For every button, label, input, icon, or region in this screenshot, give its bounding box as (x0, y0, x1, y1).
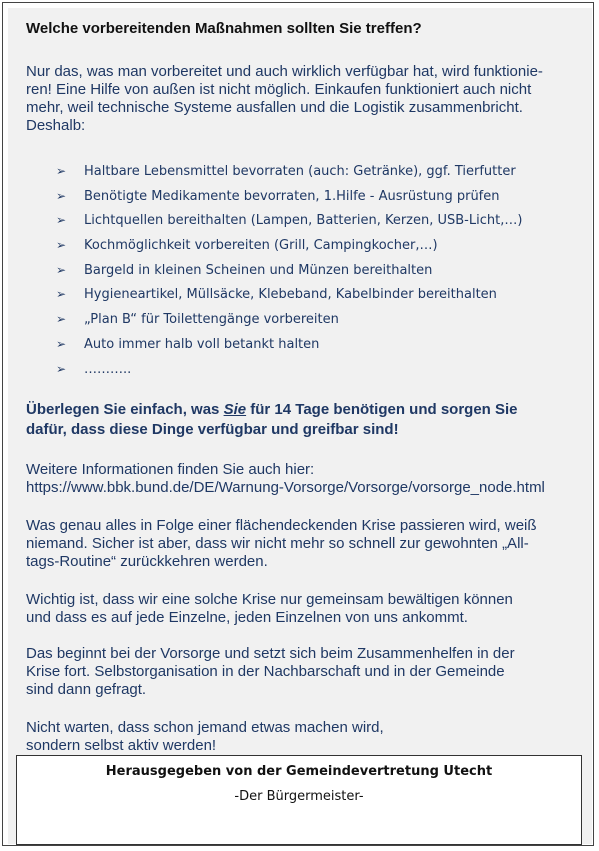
list-item-text: Haltbare Lebensmittel bevorraten (auch: Getränke), ggf. Tierfutter (84, 164, 516, 179)
list-item-text: „Plan B“ für Toilettengänge vorbereiten (84, 312, 339, 328)
list-item-text: Lichtquellen bereithalten (Lampen, Batterien, Kerzen, USB-Licht,…) (84, 213, 523, 229)
paragraph-uncertainty (26, 517, 586, 571)
arrowhead-bullet-icon: ➢ (56, 262, 67, 277)
intro-line: Deshalb: (26, 117, 86, 134)
arrowhead-bullet-icon: ➢ (56, 188, 67, 203)
arrowhead-bullet-icon: ➢ (56, 287, 67, 302)
list-item-text: Hygieneartikel, Müllsäcke, Klebeband, Kabelbinder bereithalten (84, 287, 497, 303)
arrowhead-bullet-icon: ➢ (56, 336, 67, 351)
list-item (56, 234, 522, 259)
list-item (56, 333, 522, 358)
emphasis-text: Überlegen Sie einfach, was (26, 401, 224, 418)
paragraph-call-to-action (26, 719, 586, 755)
paragraph-line: Nicht warten, dass schon jemand etwas machen wird, (26, 719, 384, 736)
paragraph-line: Was genau alles in Folge einer flächendeckenden Krise passieren wird, weiß (26, 517, 537, 534)
list-item-text: ……….. (84, 361, 132, 377)
intro-line: Nur das, was man vorbereitet und auch wirklich verfügbar hat, wird funktionie- (26, 63, 543, 80)
paragraph-line: sind dann gefragt. (26, 681, 147, 698)
arrowhead-bullet-icon: ➢ (56, 213, 67, 228)
emphasis-sie: Sie (223, 401, 247, 418)
emphasis-text: für 14 Tage benötigen und sorgen Sie (246, 401, 518, 418)
arrowhead-bullet-icon: ➢ (56, 164, 67, 178)
page-frame (2, 2, 594, 846)
content-panel (8, 8, 592, 844)
paragraph-line: Das beginnt bei der Vorsorge und setzt sich beim Zusammenhelfen in der (26, 645, 515, 662)
paragraph-line: niemand. Sicher ist aber, dass wir nicht mehr so schnell zur gewohnten „All- (26, 535, 529, 552)
arrowhead-bullet-icon: ➢ (56, 312, 67, 327)
paragraph-neighbourhood (26, 645, 586, 699)
emphasis-paragraph (26, 400, 586, 440)
list-item (56, 160, 522, 185)
arrowhead-bullet-icon: ➢ (56, 361, 67, 376)
publisher-title: Herausgegeben von der Gemeindevertretung Utecht (105, 764, 493, 779)
list-item-text: Auto immer halb voll betankt halten (84, 336, 320, 352)
list-item (56, 358, 522, 383)
list-item-text: Benötigte Medikamente bevorraten, 1.Hilfe - Ausrüstung prüfen (84, 188, 500, 204)
list-item (56, 185, 522, 210)
publisher-signature: -Der Bürgermeister- (234, 789, 364, 804)
list-item (56, 283, 522, 308)
intro-line: ren! Eine Hilfe von außen ist nicht möglich. Einkaufen funktioniert auch nicht (26, 81, 532, 98)
arrowhead-bullet-icon: ➢ (56, 238, 67, 253)
preparation-list (56, 160, 522, 382)
list-item-text: Kochmöglichkeit vorbereiten (Grill, Campingkocher,…) (84, 238, 438, 254)
emphasis-text: dafür, dass diese Dinge verfügbar und greifbar sind! (26, 421, 399, 438)
list-item (56, 259, 522, 284)
paragraph-together (26, 591, 586, 627)
list-item (56, 209, 522, 234)
intro-paragraph (26, 63, 586, 135)
list-item (56, 308, 522, 333)
page-title: Welche vorbereitenden Maßnahmen sollten Sie treffen? (26, 20, 422, 37)
info-link[interactable]: https://www.bbk.bund.de/DE/Warnung-Vorsorge/Vorsorge/vorsorge_node.html (26, 479, 545, 496)
paragraph-line: tags-Routine“ zurückkehren werden. (26, 553, 268, 570)
paragraph-line: Krise fort. Selbstorganisation in der Nachbarschaft und in der Gemeinde (26, 663, 505, 680)
paragraph-line: und dass es auf jede Einzelne, jeden Einzelnen von uns ankommt. (26, 609, 468, 626)
info-text: Weitere Informationen finden Sie auch hier: (26, 461, 315, 478)
info-paragraph (26, 461, 596, 497)
paragraph-line: sondern selbst aktiv werden! (26, 737, 217, 754)
paragraph-line: Wichtig ist, dass wir eine solche Krise nur gemeinsam bewältigen können (26, 591, 513, 608)
publisher-box (16, 755, 582, 845)
list-item-text: Bargeld in kleinen Scheinen und Münzen bereithalten (84, 262, 433, 278)
intro-line: mehr, weil technische Systeme ausfallen und die Logistik zusammenbricht. (26, 99, 523, 116)
